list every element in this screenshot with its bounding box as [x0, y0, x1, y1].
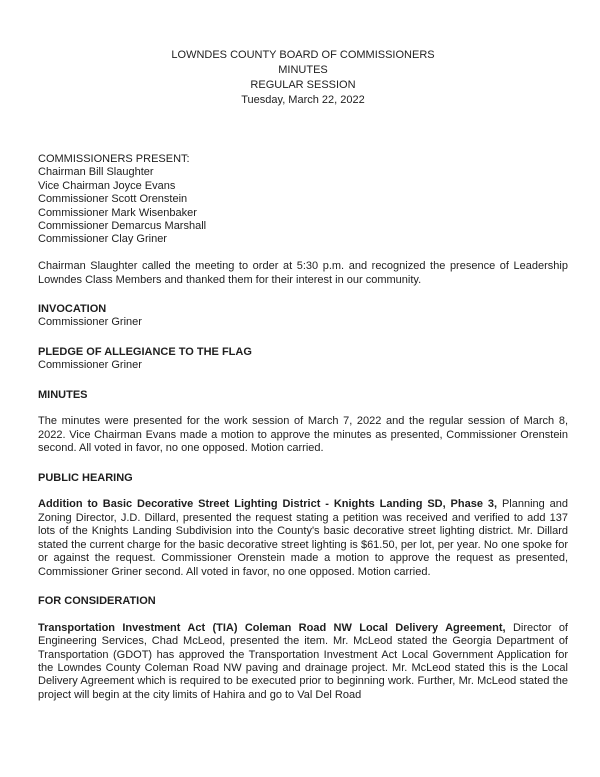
for-consideration-item-body: Director of Engineering Services, Chad McLeod, presented the item. Mr. McLeod stated the Georgia Department of Transportation (GDOT) has approved the Transportation Investment Act Local Government Application for the Lowndes County Coleman Road NW paving and drainage project. Mr. McLeod stated this is the Local Delivery Agreement which is required to be executed prior to beginning work. Further, Mr. McLeod stated the project will begin at the city limits of Hahira and go to Val Del Road	[38, 621, 568, 701]
attendee-line: Commissioner Mark Wisenbaker	[38, 206, 197, 219]
minutes-paragraph: The minutes were presented for the work session of March 7, 2022 and the regular session of March 8, 2022. Vice Chairman Evans made a motion to approve the minutes as presented, Commissioner Orenstein second. All voted in favor, no one opposed. Motion carried.	[38, 415, 568, 455]
section-heading-pledge: PLEDGE OF ALLEGIANCE TO THE FLAG	[38, 345, 252, 358]
commissioners-present-block	[38, 153, 568, 247]
attendee-line: Chairman Bill Slaughter	[38, 166, 154, 179]
public-hearing-item-paragraph	[38, 498, 568, 578]
for-consideration-item-paragraph	[38, 622, 568, 702]
title-line-org: LOWNDES COUNTY BOARD OF COMMISSIONERS	[171, 49, 435, 61]
pledge-body: Commissioner Griner	[38, 359, 142, 372]
call-to-order-paragraph: Chairman Slaughter called the meeting to order at 5:30 p.m. and recognized the presence of Leadership Lowndes Class Members and thanked them for their interest in our community.	[38, 260, 568, 286]
public-hearing-item-body: Planning and Zoning Director, J.D. Dillard, presented the request stating a petition was received and verified to add 137 lots of the Knights Landing Subdivision into the County's basic decorative street lighting district. Mr. Dillard stated the current charge for the basic decorative street lighting is $61.50, per lot, per year. No one spoke for or against the request. Commissioner Orenstein made a motion to approve the request as presented, Commissioner Griner second. All voted in favor, no one opposed. Motion carried.	[38, 498, 568, 578]
title-line-minutes: MINUTES	[278, 64, 328, 76]
attendee-line: Commissioner Scott Orenstein	[38, 193, 188, 206]
document-title-block	[38, 48, 568, 108]
title-line-session: REGULAR SESSION	[250, 79, 356, 91]
section-heading-minutes: MINUTES	[38, 388, 88, 401]
invocation-body: Commissioner Griner	[38, 316, 142, 329]
public-hearing-item-title: Addition to Basic Decorative Street Lighting District - Knights Landing SD, Phase 3,	[38, 498, 498, 511]
section-heading-invocation: INVOCATION	[38, 303, 107, 316]
title-line-date: Tuesday, March 22, 2022	[241, 94, 365, 106]
section-heading-public-hearing: PUBLIC HEARING	[38, 471, 133, 484]
for-consideration-item-title: Transportation Investment Act (TIA) Coleman Road NW Local Delivery Agreement,	[38, 621, 506, 634]
attendee-line: Commissioner Demarcus Marshall	[38, 220, 207, 233]
section-heading-for-consideration: FOR CONSIDERATION	[38, 594, 156, 607]
attendee-line: Commissioner Clay Griner	[38, 233, 167, 246]
commissioners-present-label: COMMISSIONERS PRESENT:	[38, 153, 190, 165]
attendee-line: Vice Chairman Joyce Evans	[38, 179, 176, 192]
